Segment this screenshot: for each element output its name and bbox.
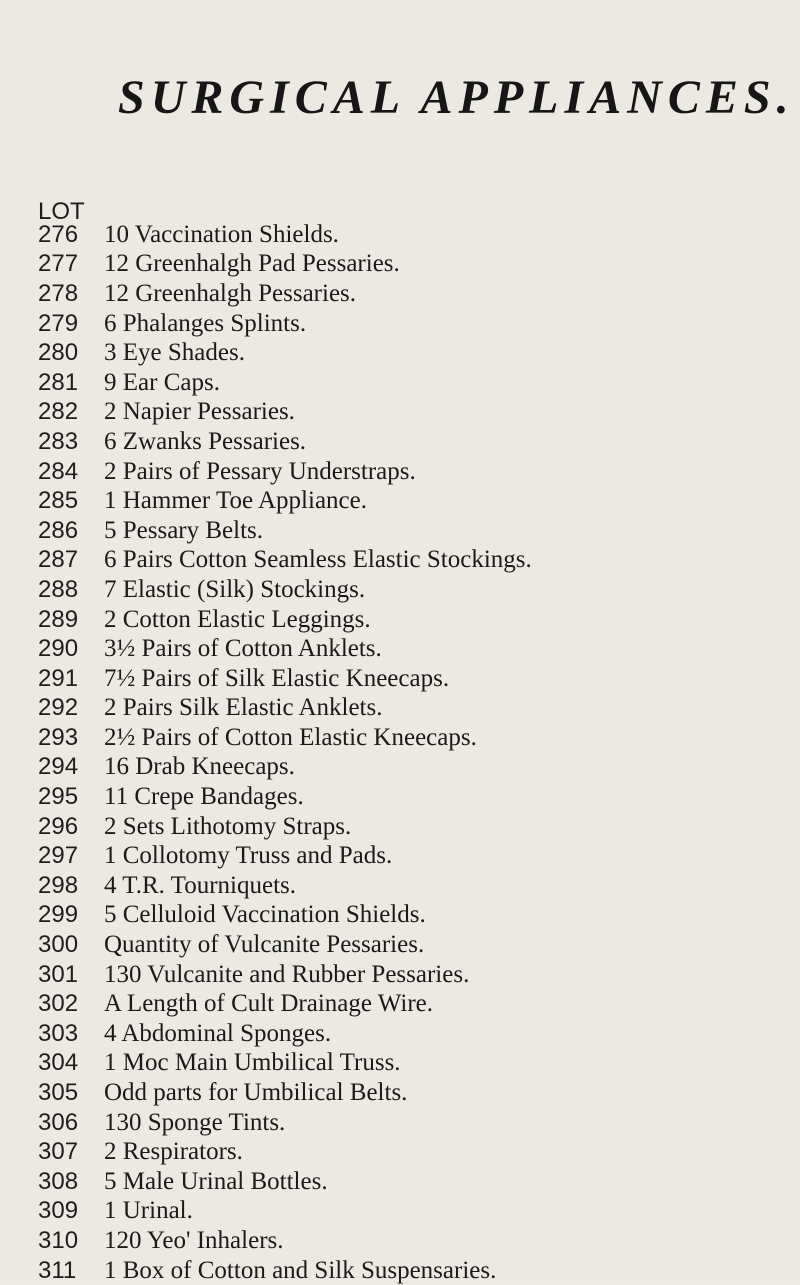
lot-column-header: LOT [38,198,85,225]
lot-description: 12 Greenhalgh Pessaries. [104,279,357,307]
lot-description: 1 Urinal. [104,1197,193,1225]
list-item [38,1049,778,1079]
lot-description: 1 Moc Main Umbilical Truss. [104,1049,401,1077]
page-heading: SURGICAL APPLIANCES. [118,71,795,124]
lot-description: 7 Elastic (Silk) Stockings. [104,575,366,603]
lot-description: 1 Collotomy Truss and Pads. [104,842,393,870]
lot-number: 307 [38,1138,79,1166]
lot-number: 280 [38,339,79,367]
list-item [38,605,778,635]
lot-number: 277 [38,250,79,278]
list-item [38,694,778,724]
lot-description: 120 Yeo' Inhalers. [104,1226,284,1254]
lot-description: 2½ Pairs of Cotton Elastic Kneecaps. [104,723,477,751]
list-item [38,368,778,398]
list-item [38,1078,778,1108]
lot-description: 2 Napier Pessaries. [104,398,295,426]
lot-description: Odd parts for Umbilical Belts. [104,1079,408,1107]
lot-description: 2 Respirators. [104,1138,243,1166]
list-item [38,841,778,871]
lot-number: 306 [38,1108,79,1136]
lot-number: 289 [38,605,79,633]
lot-number: 284 [38,457,79,485]
lot-number: 281 [38,368,79,396]
lot-description: 2 Cotton Elastic Leggings. [104,605,371,633]
lot-description: 1 Hammer Toe Appliance. [104,487,367,515]
lot-number: 311 [38,1256,77,1284]
lot-number: 276 [38,220,79,248]
lot-number: 308 [38,1167,79,1195]
list-item [38,279,778,309]
lot-description: 5 Male Urinal Bottles. [104,1167,328,1195]
list-item [38,930,778,960]
lot-description: 4 Abdominal Sponges. [104,1019,332,1047]
lot-description: 5 Celluloid Vaccination Shields. [104,901,426,929]
lot-number: 297 [38,842,79,870]
lot-description: 130 Vulcanite and Rubber Pessaries. [104,960,470,988]
list-item [38,1226,778,1256]
list-item [38,575,778,605]
lot-description: 5 Pessary Belts. [104,516,264,544]
lot-number: 290 [38,635,79,663]
lot-number: 292 [38,694,79,722]
lot-description: 3½ Pairs of Cotton Anklets. [104,635,382,663]
list-item [38,664,778,694]
list-item [38,812,778,842]
list-item [38,309,778,339]
lot-number: 283 [38,427,79,455]
lot-description: 6 Pairs Cotton Seamless Elastic Stockings. [104,546,532,574]
list-item [38,634,778,664]
lot-number: 296 [38,812,79,840]
lot-number: 309 [38,1197,79,1225]
lot-number: 310 [38,1226,79,1254]
lot-number: 282 [38,398,79,426]
list-item [38,516,778,546]
list-item [38,782,778,812]
lot-number: 301 [38,960,79,988]
lot-description: 130 Sponge Tints. [104,1108,286,1136]
lot-description: 11 Crepe Bandages. [104,783,304,811]
lot-number: 285 [38,487,79,515]
list-item [38,1256,778,1285]
lot-description: 6 Phalanges Splints. [104,309,307,337]
list-item [38,1197,778,1227]
list-item [38,901,778,931]
lot-number: 286 [38,516,79,544]
lot-description: 1 Box of Cotton and Silk Suspensaries. [104,1256,497,1284]
list-item [38,427,778,457]
lot-number: 300 [38,931,79,959]
list-item [38,960,778,990]
lot-description: 7½ Pairs of Silk Elastic Kneecaps. [104,664,450,692]
lot-number: 287 [38,546,79,574]
list-item [38,398,778,428]
lot-number: 291 [38,664,79,692]
lot-description: 2 Pairs of Pessary Understraps. [104,457,416,485]
lot-number: 302 [38,990,79,1018]
lot-description: 10 Vaccination Shields. [104,220,339,248]
list-item [38,753,778,783]
lot-number: 299 [38,901,79,929]
lot-number: 278 [38,279,79,307]
lot-number: 304 [38,1049,79,1077]
lot-number: 298 [38,871,79,899]
lot-number: 293 [38,723,79,751]
lot-number: 303 [38,1019,79,1047]
lot-description: 12 Greenhalgh Pad Pessaries. [104,250,400,278]
list-item [38,989,778,1019]
list-item [38,546,778,576]
lot-description: 4 T.R. Tourniquets. [104,871,297,899]
lot-description: Quantity of Vulcanite Pessaries. [104,931,425,959]
list-item [38,723,778,753]
lot-number: 294 [38,753,79,781]
list-item [38,871,778,901]
list-item [38,250,778,280]
lot-description: 16 Drab Kneecaps. [104,753,295,781]
list-item [38,338,778,368]
list-item [38,1167,778,1197]
lot-description: 3 Eye Shades. [104,339,245,367]
list-item [38,457,778,487]
list-item [38,1137,778,1167]
list-item [38,486,778,516]
lot-list [38,220,778,1285]
lot-description: 2 Sets Lithotomy Straps. [104,812,352,840]
lot-number: 279 [38,309,79,337]
lot-description: A Length of Cult Drainage Wire. [104,990,434,1018]
lot-description: 6 Zwanks Pessaries. [104,427,307,455]
list-item [38,220,778,250]
list-item [38,1019,778,1049]
lot-number: 288 [38,575,79,603]
lot-description: 9 Ear Caps. [104,368,220,396]
lot-number: 305 [38,1079,79,1107]
lot-number: 295 [38,783,79,811]
list-item [38,1108,778,1138]
lot-description: 2 Pairs Silk Elastic Anklets. [104,694,383,722]
